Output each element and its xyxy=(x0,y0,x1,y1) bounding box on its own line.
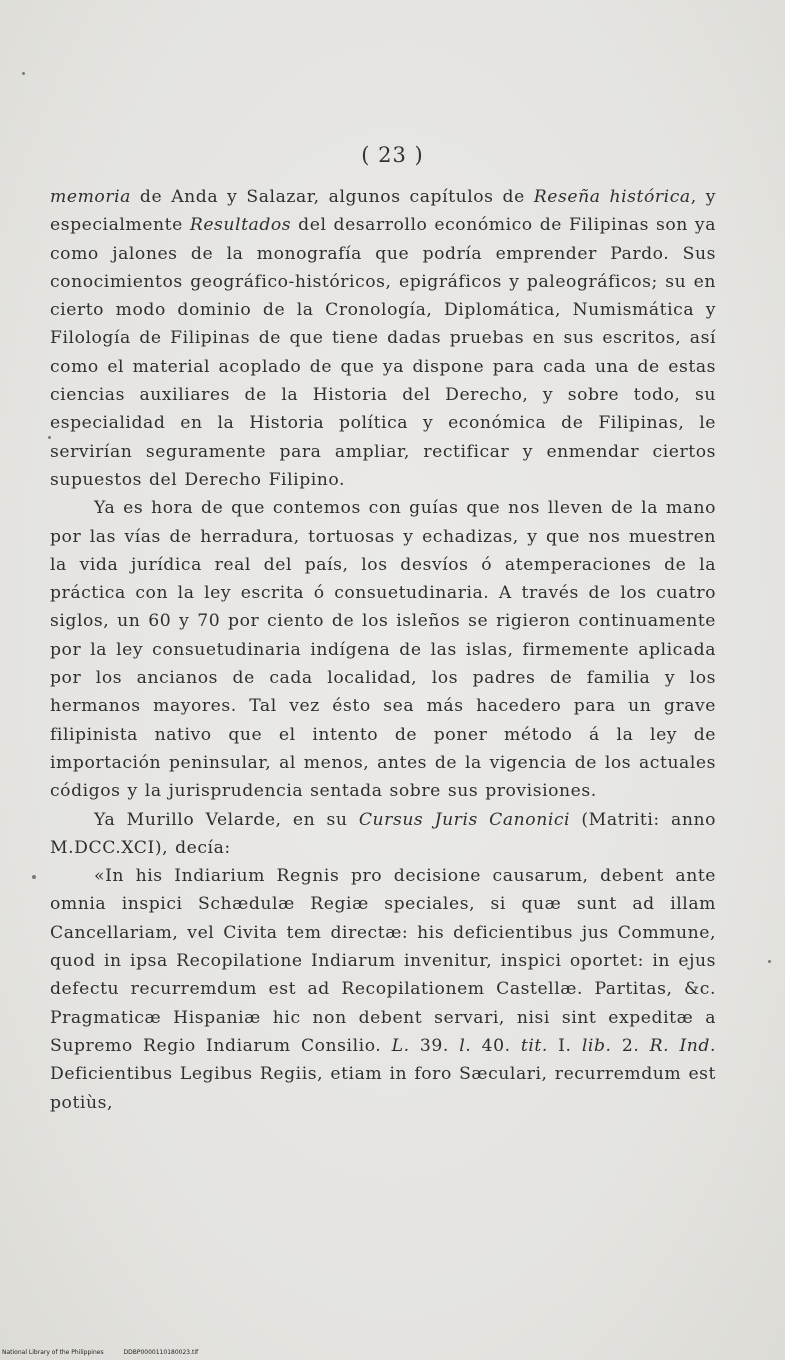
paragraph xyxy=(50,494,716,805)
text-run: Deficientibus Legibus Regiis, etiam in foro Sæculari, recurremdum est potiùs, xyxy=(50,1064,716,1113)
text-run: (Matriti: anno M.DCC.XCI), decía: xyxy=(50,809,716,858)
text-run: del desarrollo económico de Filipinas son ya como jalones de la monografía que podría emprender Pardo. Sus conocimientos geográfico-históricos, epigráficos y paleográficos; su en cierto modo dominio de la Cronología, Diplomática, Numismática y Filología de Filipinas de que tiene dadas pruebas en sus escritos, así como el material acoplado de que ya dispone para cada una de estas ciencias auxiliares de la Historia del Derecho, y sobre todo, su especialidad en la Historia política y económica de Filipinas, le servirían seguramente para ampliar, rectificar y enmendar ciertos supuestos del Derecho Filipino. xyxy=(50,215,716,490)
text-run: , y especialmente xyxy=(50,187,716,236)
paragraph xyxy=(50,806,716,863)
paragraph xyxy=(50,183,716,494)
footer-identifier: DDBP0000110180023.tif xyxy=(123,1349,199,1356)
italic-text: Cursus Juris Canonici xyxy=(358,809,571,830)
text-run: I. xyxy=(547,1035,582,1056)
italic-text: memoria xyxy=(50,187,131,207)
italic-text: l. xyxy=(459,1035,472,1056)
scan-speck xyxy=(48,436,51,439)
text-run: de Anda y Salazar, algunos capítulos de xyxy=(130,187,534,207)
text-run: 40. xyxy=(471,1035,521,1056)
text-run: 2. xyxy=(611,1035,650,1056)
page-number: ( 23 ) xyxy=(361,143,424,167)
text-run: Ya Murillo Velarde, en su xyxy=(94,809,359,830)
body-text xyxy=(50,183,716,1117)
text-run: Ya es hora de que contemos con guías que nos lleven de la mano por las vías de herradura, tortuosas y echadizas, y que nos muestren la vida jurídica real del país, los desvíos ó atemperaciones de la práctica con la ley escrita ó consuetudinaria. A través de los cuatro siglos, un 60 y 70 por ciento de los isleños se rigieron continuamente por la ley consuetudinaria indígena de las islas, firmemente aplicada por los ancianos de cada localidad, los padres de familia y los hermanos mayores. Tal vez ésto sea más hacedero para un grave filipinista nativo que el intento de poner método á la ley de importación peninsular, al menos, antes de la vigencia de los actuales códigos y la jurisprudencia sentada sobre sus provisiones. xyxy=(50,498,716,802)
text-run: 39. xyxy=(409,1035,460,1056)
italic-text: tit. xyxy=(520,1035,548,1056)
italic-text: lib. xyxy=(581,1035,612,1056)
footer-source: National Library of the Philippines xyxy=(2,1349,104,1356)
scan-footer xyxy=(2,1349,216,1356)
paragraph xyxy=(50,862,716,1117)
scan-speck xyxy=(768,960,771,963)
scan-speck xyxy=(32,875,36,879)
italic-text: Reseña histórica xyxy=(533,187,691,207)
scan-speck xyxy=(22,72,25,75)
italic-text: Resultados xyxy=(189,215,292,236)
italic-text: L. xyxy=(391,1035,410,1056)
italic-text: R. Ind. xyxy=(649,1035,716,1056)
text-run: «In his Indiarium Regnis pro decisione causarum, debent ante omnia inspici Schædulæ Regiæ speciales, si quæ sunt ad illam Cancellariam, vel Civita tem directæ: his deficientibus jus Commune, quod in ipsa Recopilatione Indiarum invenitur, inspici oportet: in ejus defectu recurremdum est ad Recopilationem Castellæ. Partitas, &c. Pragmaticæ Hispaniæ hic non debent servari, nisi sint expeditæ a Supremo Regio Indiarum Consilio. xyxy=(50,866,716,1056)
